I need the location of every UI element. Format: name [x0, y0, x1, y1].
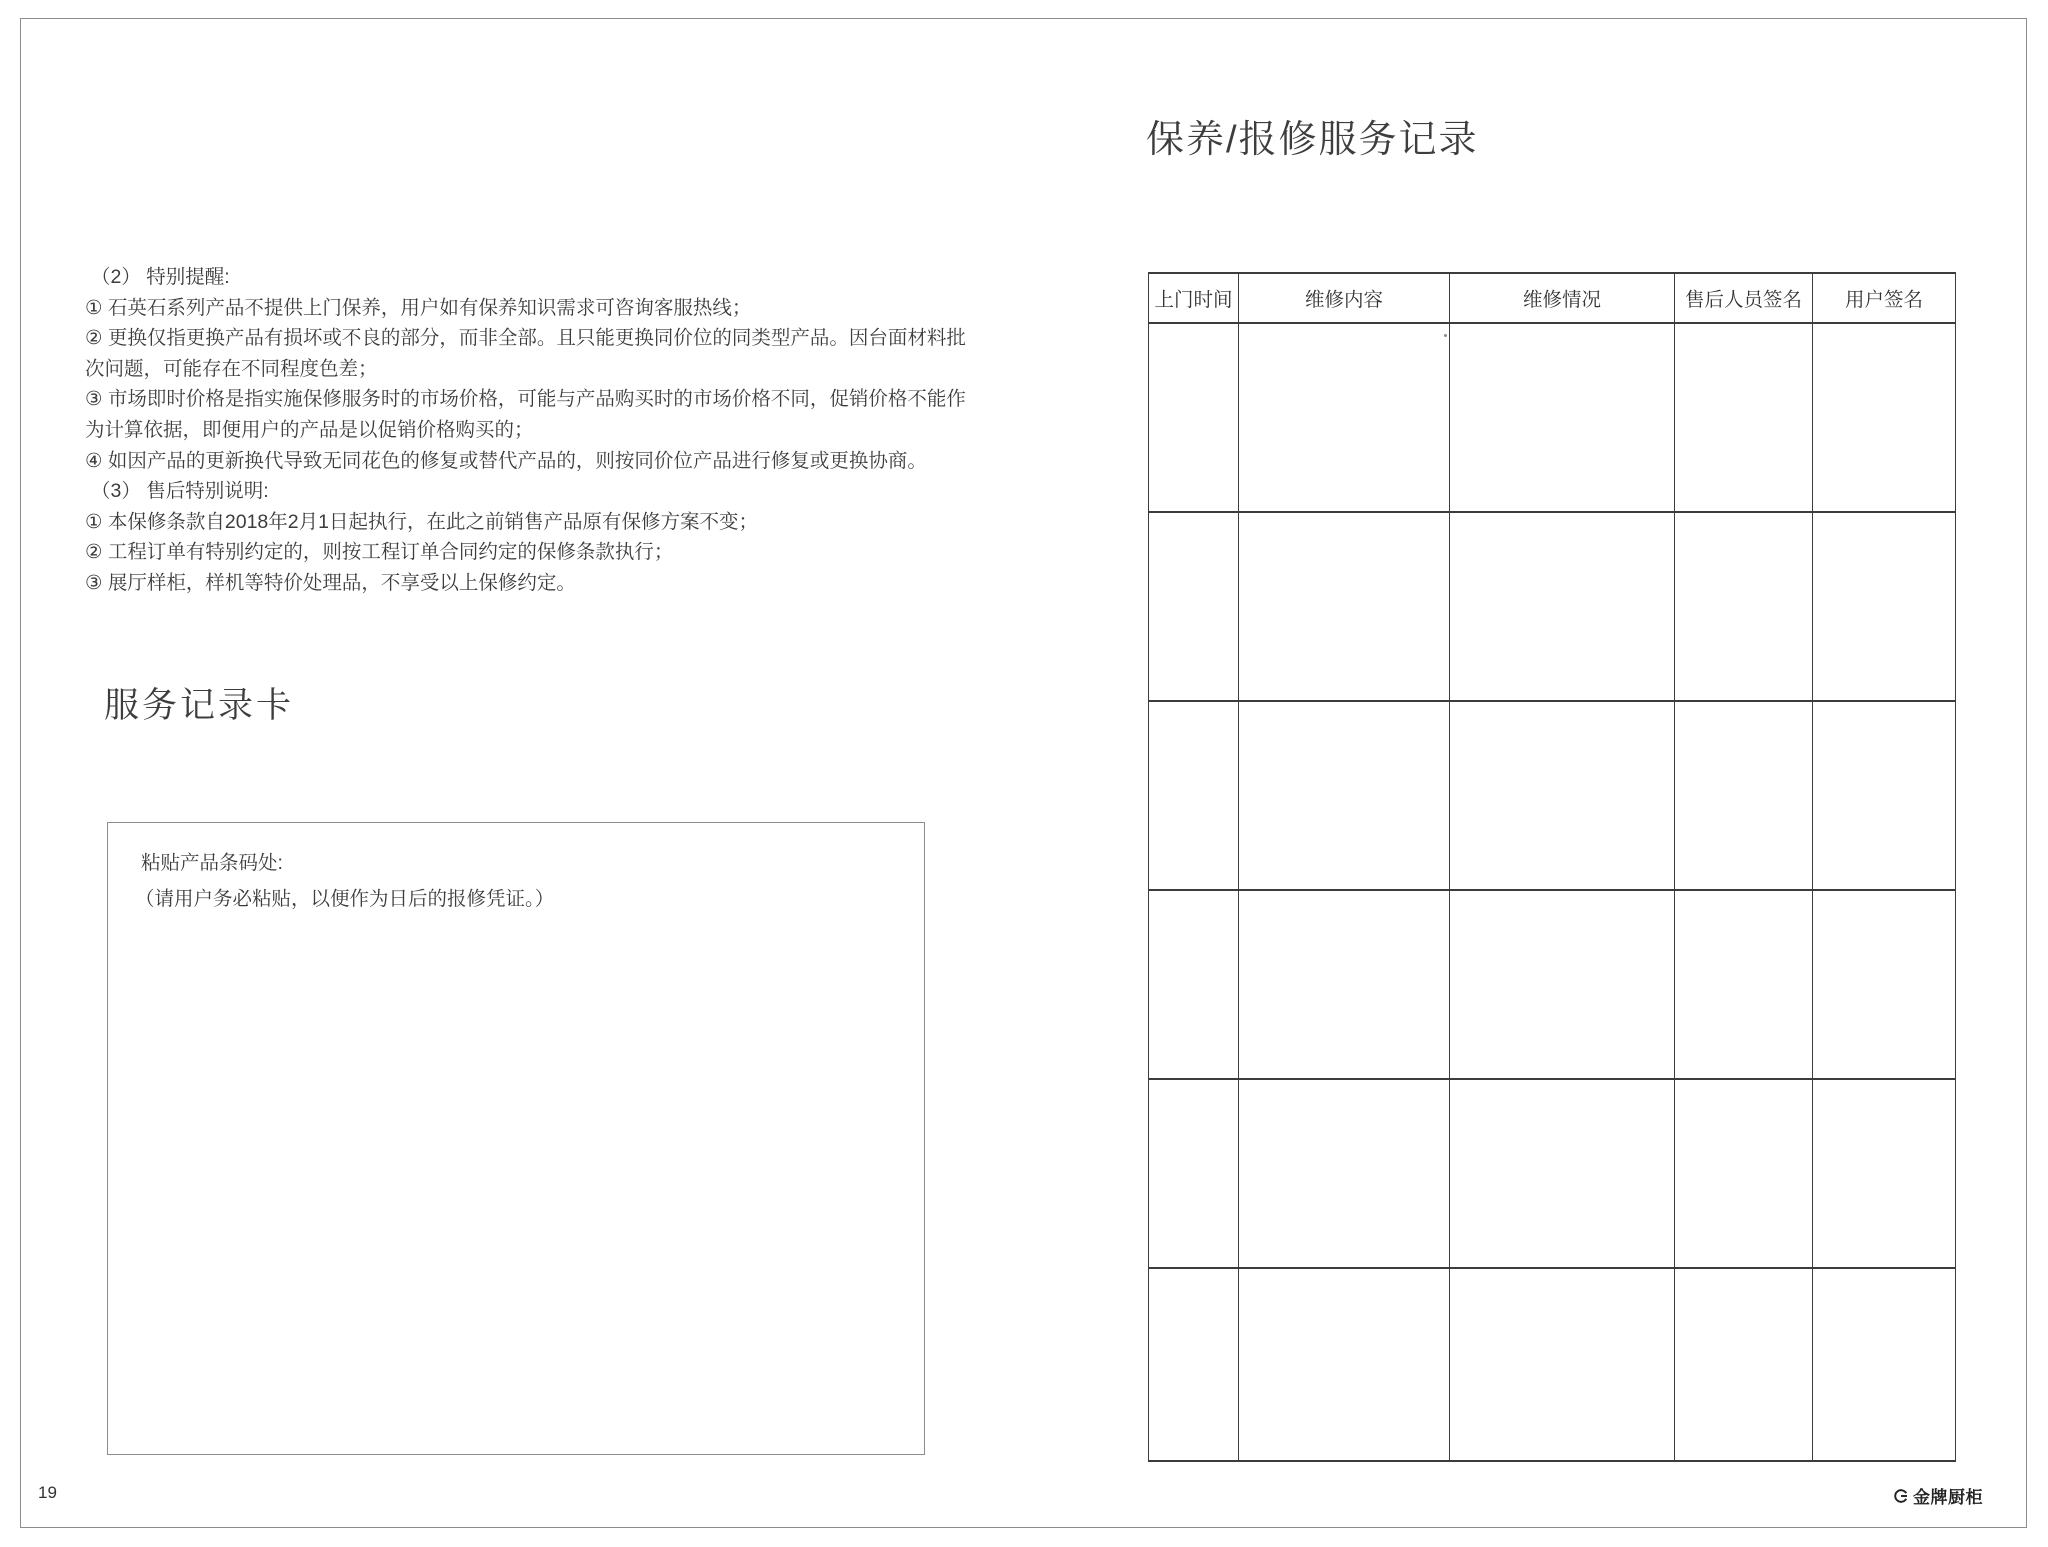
- reminder-line: ② 工程订单有特别约定的，则按工程订单合同约定的保修条款执行；: [85, 541, 674, 564]
- barcode-box-title: 粘贴产品条码处:: [141, 852, 283, 874]
- scan-artifact-dot: [1444, 334, 1447, 337]
- col-header-staff-signature: 售后人员签名: [1675, 273, 1813, 323]
- service-record-card-heading: 服务记录卡: [104, 686, 295, 725]
- service-record-table: [1148, 272, 1956, 1462]
- reminder-line: ① 石英石系列产品不提供上门保养，用户如有保养知识需求可咨询客服热线；: [85, 296, 752, 319]
- special-reminder-text: [85, 262, 966, 599]
- col-header-repair-content: 维修内容: [1239, 273, 1450, 323]
- reminder-line: ③ 展厅样柜，样机等特价处理品，不享受以上保修约定。: [85, 571, 576, 594]
- reminder-line: ④ 如因产品的更新换代导致无同花色的修复或替代产品的，则按同价位产品进行修复或更换协商。: [85, 449, 927, 472]
- barcode-paste-box: [107, 822, 925, 1455]
- col-header-visit-time: 上门时间: [1149, 273, 1239, 323]
- maintenance-record-title: 保养/报修服务记录: [1146, 119, 1479, 161]
- reminder-line: ① 本保修条款自2018年2月1日起执行，在此之前销售产品原有保修方案不变；: [85, 510, 758, 533]
- reminder-line: ② 更换仅指更换产品有损坏或不良的部分，而非全部。且只能更换同价位的同类型产品。因台面材料批: [85, 327, 966, 350]
- reminder-line: 为计算依据，即便用户的产品是以促销价格购买的；: [85, 418, 534, 441]
- table-row: [1149, 890, 1956, 1079]
- page-number: 19: [38, 1483, 57, 1502]
- col-header-user-signature: 用户签名: [1813, 273, 1956, 323]
- golden-home-g-icon: [1893, 1488, 1909, 1504]
- table-row: [1149, 1268, 1956, 1461]
- barcode-box-note: （请用户务必粘贴，以便作为日后的报修凭证。）: [135, 888, 555, 910]
- table-row: [1149, 1079, 1956, 1268]
- table-row: [1149, 701, 1956, 890]
- aftersales-heading: （3） 售后特别说明:: [91, 480, 269, 503]
- table-row: [1149, 323, 1956, 512]
- brand-name: 金牌厨柜: [1913, 1488, 1983, 1507]
- col-header-repair-status: 维修情况: [1450, 273, 1675, 323]
- table-header-row: [1149, 273, 1956, 323]
- reminder-heading: （2） 特别提醒:: [91, 266, 230, 288]
- table-row: [1149, 512, 1956, 701]
- reminder-line: 次问题，可能存在不同程度色差；: [85, 357, 378, 380]
- reminder-line: ③ 市场即时价格是指实施保修服务时的市场价格，可能与产品购买时的市场价格不同，促销价格不能作: [85, 388, 966, 411]
- brand-logo: [1893, 1483, 1983, 1508]
